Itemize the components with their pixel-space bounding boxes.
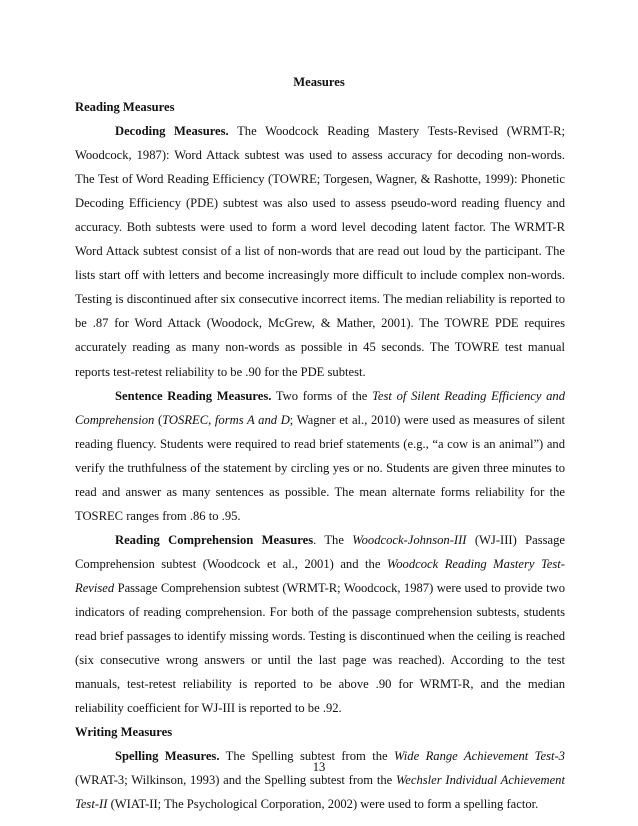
run-text: Passage Comprehension subtest (WRMT-R; Woodcock, 1987) were used to provide two indicators of reading comprehension. For both of the passage comprehension subtests, students read brief passages to identify missing words. Testing is discontinued when the ceiling is reached (six consecutive wrong answers or until the last page was reached). According to the test manuals, test-retest reliability is reported to be above .90 for WRMT-R, and the median reliability coefficient for WJ-III is reported to be .92. [75, 580, 565, 716]
page-title: Measures [293, 75, 345, 89]
section-heading-writing-measures: Writing Measures [75, 725, 173, 740]
run-italic: Woodcock Reading Mastery Test-Revised [75, 556, 565, 595]
run-text: Two forms of the [271, 388, 373, 403]
paragraph-reading-comprehension-measures [75, 528, 565, 720]
run-text: The Woodcock Reading Mastery Tests-Revised (WRMT-R; Woodcock, 1987): Word Attack subtest was used to assess accuracy for decoding non-words. The Test of Word Reading Efficiency (TOWRE; Torgesen, Wagner, & Rashotte, 1999): Phonetic Decoding Efficiency (PDE) subtest was also used to assess pseudo-word reading fluency and accuracy. Both subtests were used to form a word level decoding latent factor. The WRMT-R Word Attack subtest consist of a list of non-words that are read out loud by the participant. The lists start off with letters and become increasingly more difficult to include complex non-words. Testing is discontinued after six consecutive incorrect items. The median reliability is reported to be .87 for Word Attack (Woodock, McGrew, & Mather, 2001). The TOWRE PDE requires accurately reading as many non-words as possible in 45 seconds. The TOWRE test manual reports test-retest reliability to be .90 for the PDE subtest. [75, 124, 566, 379]
paragraph-sentence-reading-measures [75, 384, 565, 528]
run-heading: Reading Comprehension Measures [115, 532, 314, 547]
run-text: . The [313, 532, 353, 547]
run-text: ( [154, 412, 163, 427]
paragraph-decoding-measures [75, 119, 565, 384]
run-italic: Woodcock-Johnson-III [352, 532, 467, 547]
run-text: ; Wagner et al., 2010) were used as measures of silent reading fluency. Students were required to read brief statements (e.g., “a cow is an animal”) and verify the truthfulness of the statement by circling yes or no. Students are given three minutes to read and answer as many sentences as possible. The mean alternate forms reliability for the TOSREC ranges from .86 to .95. [75, 412, 565, 523]
page-number: 13 [312, 760, 326, 774]
run-text: The Spelling subtest from the [219, 749, 395, 764]
run-heading: Sentence Reading Measures. [115, 388, 272, 403]
section-heading-reading-measures: Reading Measures [75, 100, 175, 114]
run-italic: TOSREC, forms A and D [162, 412, 290, 427]
run-italic: Wide Range Achievement Test-3 [394, 749, 565, 764]
paragraph-spelling-measures [75, 744, 565, 816]
document-body [75, 95, 565, 816]
run-heading: Spelling Measures. [115, 749, 220, 764]
run-italic: Wechsler Individual Achievement Test-II [75, 773, 565, 812]
run-text: (WJ-III) Passage Comprehension subtest (Woodcock et al., 2001) and the [75, 532, 565, 571]
run-text: (WRAT-3; Wilkinson, 1993) and the Spelling subtest from the [75, 773, 396, 788]
run-italic: Test of Silent Reading Efficiency and Comprehension [75, 388, 565, 427]
run-heading: Decoding Measures. [115, 124, 229, 139]
run-text: (WIAT-II; The Psychological Corporation, 2002) were used to form a spelling factor. [107, 797, 539, 812]
